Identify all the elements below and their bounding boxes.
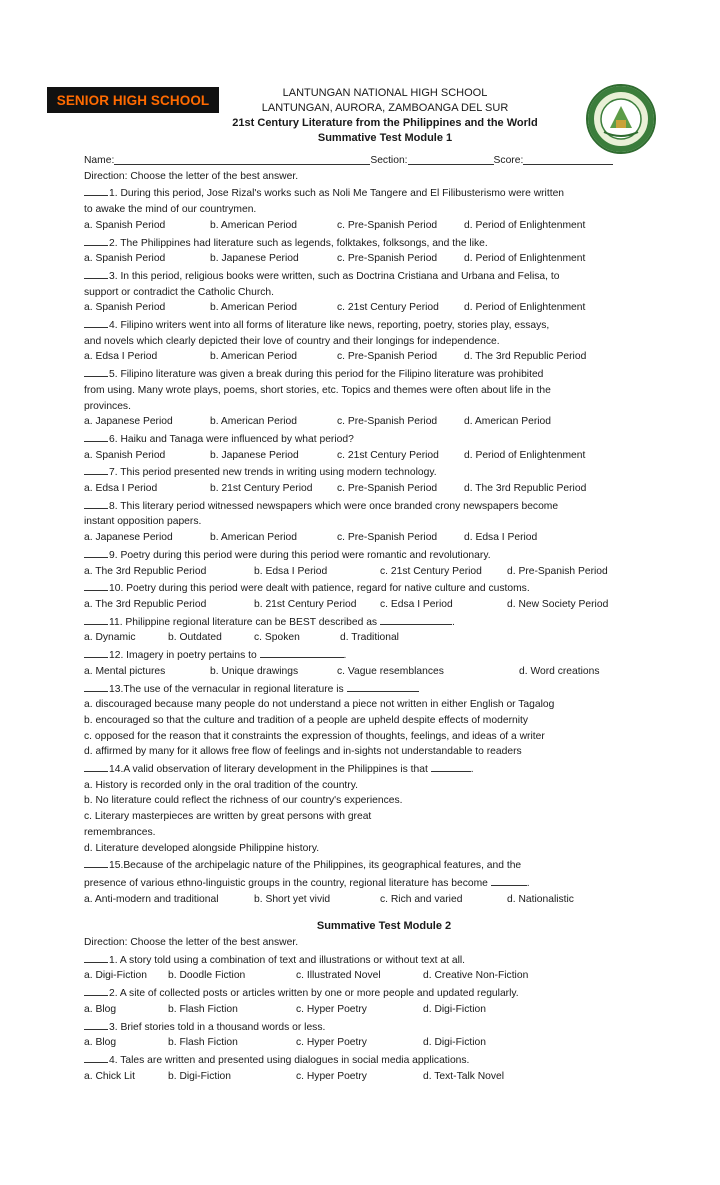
module-2-title: Summative Test Module 2 [316,920,452,933]
question-4 [84,316,684,334]
senior-high-school-badge: SENIOR HIGH SCHOOL [47,87,219,113]
choice-a: a. Spanish Period [84,253,166,265]
question-14 [84,760,684,778]
choice-b: b. Edsa I Period [254,565,328,577]
choices-row [84,300,684,316]
answer-blank[interactable] [84,1051,108,1063]
question-5 [84,365,684,383]
choice-c: c. Pre-Spanish Period [337,219,438,231]
choices-row [84,481,684,497]
choice-c: c. Pre-Spanish Period [337,483,438,495]
choice-a: a. The 3rd Republic Period [84,565,207,577]
answer-blank[interactable] [84,951,108,963]
question-3 [84,267,684,285]
question-text: 4. Tales are written and presented using dialogues in social media applications. [109,1054,470,1066]
question-13 [84,680,684,698]
score-label: Score: [493,155,524,166]
question-text: 10. Poetry during this period were dealt with patience, regard for native culture and customs. [109,583,530,595]
choice-c: c. Pre-Spanish Period [337,253,438,265]
choice-b: b. 21st Century Period [254,598,357,610]
choice-d: d. The 3rd Republic Period [464,483,587,495]
answer-blank[interactable] [84,984,108,996]
choice-b: b. Japanese Period [210,253,299,265]
choice-a: a. Dynamic [84,632,136,644]
fill-in-blank[interactable] [380,613,452,625]
answer-blank[interactable] [84,430,108,442]
question-text: 15.Because of the archipelagic nature of the Philippines, its geographical features, and the [109,860,522,872]
score-field[interactable] [523,153,613,165]
choice-d: d. New Society Period [507,598,609,610]
choices-row [84,1035,684,1051]
question-text: 11. Philippine regional literature can be BEST described as [109,616,378,628]
question-7 [84,463,684,481]
choice-a: a. Japanese Period [84,532,173,544]
test-body [84,153,684,1084]
student-info-row [84,153,684,169]
name-label: Name: [84,155,115,166]
question-text: 3. In this period, religious books were written, such as Doctrina Cristiana and Urbana and Felisa, to [109,270,560,282]
fill-in-blank[interactable] [491,874,527,886]
choice-d: d. Text-Talk Novel [423,1070,505,1082]
choice-c: c. Hyper Poetry [296,1037,367,1049]
choice-c: c. Literary masterpieces are written by great persons with great [84,811,372,823]
choices-row [84,1069,684,1085]
question-2 [84,234,684,252]
choices-row [84,968,684,984]
answer-blank[interactable] [84,184,108,196]
choice-d: d. affirmed by many for it allows free flow of feelings and in-sights not understandable to readers [84,746,522,758]
answer-blank[interactable] [84,316,108,328]
choice-b: b. Flash Fiction [168,1037,238,1049]
choices-row [84,1002,684,1018]
choice-c: c. Vague resemblances [337,665,444,677]
question-text-cont: instant opposition papers. [84,516,202,528]
choice-b: b. Flash Fiction [168,1003,238,1015]
answer-blank[interactable] [84,646,108,658]
choice-d: d. The 3rd Republic Period [464,351,587,363]
choices-row [84,630,684,646]
answer-blank[interactable] [84,497,108,509]
fill-in-blank[interactable] [347,680,419,692]
question-text: 5. Filipino literature was given a break during this period for the Filipino literature was prohibited [109,369,544,381]
choice-a: a. Edsa I Period [84,483,158,495]
choice-d: d. Digi-Fiction [423,1037,486,1049]
choice-b: b. Japanese Period [210,449,299,461]
choice-a: a. Japanese Period [84,416,173,428]
answer-blank[interactable] [84,234,108,246]
question-text: 2. The Philippines had literature such as legends, folktakes, folksongs, and the like. [109,237,488,249]
answer-blank[interactable] [84,267,108,279]
choice-d: d. Edsa I Period [464,532,538,544]
choice-d: d. Period of Enlightenment [464,253,586,265]
question-end: . [343,650,347,662]
question-text: 7. This period presented new trends in writing using modern technology. [109,467,437,479]
choice-d: d. Digi-Fiction [423,1003,486,1015]
answer-blank[interactable] [84,463,108,475]
choice-b: b. Doodle Fiction [168,970,246,982]
question-end: . [526,877,530,889]
choices-row [84,349,684,365]
question-text: 3. Brief stories told in a thousand words or less. [109,1021,326,1033]
choice-b: b. Digi-Fiction [168,1070,231,1082]
question-text: 2. A site of collected posts or articles written by one or more people and updated regularly. [109,988,519,1000]
choice-d: d. Period of Enlightenment [464,219,586,231]
choice-c: c. 21st Century Period [337,302,439,314]
answer-blank[interactable] [84,856,108,868]
choices-row [84,530,684,546]
answer-blank[interactable] [84,680,108,692]
m2-question-4 [84,1051,684,1069]
document-header [150,86,620,146]
fill-in-blank[interactable] [431,760,471,772]
question-text: 8. This literary period witnessed newspapers which were once branded crony newspapers become [109,500,559,512]
question-text: 1. During this period, Jose Rizal's works such as Noli Me Tangere and El Filibusterismo were written [109,188,565,200]
subject-title: 21st Century Literature from the Philippines and the World [232,117,538,129]
question-11 [84,613,684,631]
question-text-cont: and novels which clearly depicted their love of country and their longings for independence. [84,335,500,347]
choice-d: d. Word creations [519,665,600,677]
fill-in-blank[interactable] [260,646,344,658]
choices-row [84,892,684,908]
choices-row [84,218,684,234]
question-text: 1. A story told using a combination of text and illustrations or without text at all. [109,954,466,966]
answer-blank[interactable] [84,579,108,591]
choice-b: b. American Period [210,532,297,544]
question-9 [84,546,684,564]
question-end: . [451,616,455,628]
choice-b: b. No literature could reflect the richness of our country's experiences. [84,795,403,807]
choice-d: d. Literature developed alongside Philippine history. [84,842,320,854]
choices-row [84,448,684,464]
choice-c-cont: remembrances. [84,826,156,838]
question-text: 14.A valid observation of literary development in the Philippines is that [109,764,428,776]
choice-a: a. The 3rd Republic Period [84,598,207,610]
school-name: LANTUNGAN NATIONAL HIGH SCHOOL [282,87,488,99]
question-10 [84,579,684,597]
choices-row [84,597,684,613]
choices-row [84,664,684,680]
choice-c: c. Pre-Spanish Period [337,416,438,428]
section-label: Section: [370,155,408,166]
question-text: 4. Filipino writers went into all forms of literature like news, reporting, poetry, stories play, essays, [109,320,550,332]
choice-a: a. Blog [84,1003,117,1015]
choice-d: d. American Period [464,416,551,428]
choice-a: a. Mental pictures [84,665,166,677]
question-text: 6. Haiku and Tanaga were influenced by what period? [109,433,354,445]
choice-b: b. American Period [210,416,297,428]
question-text: 13.The use of the vernacular in regional literature is [109,683,344,695]
choice-a: a. Chick Lit [84,1070,135,1082]
choice-c: c. Illustrated Novel [296,970,381,982]
choice-a: a. Blog [84,1037,117,1049]
choice-d: d. Nationalistic [507,893,574,905]
answer-blank[interactable] [84,613,108,625]
choice-b: b. 21st Century Period [210,483,313,495]
choice-d: d. Period of Enlightenment [464,449,586,461]
test-title: Summative Test Module 1 [317,132,453,144]
m2-question-3 [84,1018,684,1036]
choice-a: a. Edsa I Period [84,351,158,363]
choice-a: a. Spanish Period [84,449,166,461]
choice-a: a. History is recorded only in the oral tradition of the country. [84,779,358,791]
choice-b: b. American Period [210,351,297,363]
choice-a: a. Anti-modern and traditional [84,893,219,905]
choice-b: b. Short yet vivid [254,893,331,905]
question-end: . [470,764,474,776]
choice-d: d. Period of Enlightenment [464,302,586,314]
question-text: 12. Imagery in poetry pertains to [109,650,257,662]
choice-c: c. 21st Century Period [380,565,482,577]
question-text: 9. Poetry during this period were during this period were romantic and revolutionary. [109,549,491,561]
question-text-cont: from using. Many wrote plays, poems, short stories, etc. Topics and themes were often about life in the [84,384,551,396]
choice-d: d. Creative Non-Fiction [423,970,529,982]
choice-c: c. Pre-Spanish Period [337,532,438,544]
question-6 [84,430,684,448]
choice-a: a. discouraged because many people do not understand a piece not written in either English or Tagalog [84,699,555,711]
answer-blank[interactable] [84,546,108,558]
choice-c: c. opposed for the reason that it constraints the expression of thoughts, feelings, and ideas of a writer [84,730,545,742]
school-address: LANTUNGAN, AURORA, ZAMBOANGA DEL SUR [261,102,509,114]
choice-b: b. American Period [210,302,297,314]
choice-d: d. Pre-Spanish Period [507,565,608,577]
question-12 [84,646,684,664]
choice-c: c. Rich and varied [380,893,463,905]
answer-blank[interactable] [84,760,108,772]
choice-b: b. Unique drawings [210,665,299,677]
question-1 [84,184,684,202]
choice-b: b. encouraged so that the culture and tradition of a people are upheld despite effects of modernity [84,714,529,726]
question-text-cont: support or contradict the Catholic Church. [84,286,275,298]
question-text: presence of various ethno-linguistic groups in the country, regional literature has become [84,877,488,889]
m2-question-2 [84,984,684,1002]
answer-blank[interactable] [84,365,108,377]
m2-question-1 [84,951,684,969]
choice-c: c. Hyper Poetry [296,1003,367,1015]
choice-c: c. Spoken [254,632,300,644]
choices-row [84,564,684,580]
question-15 [84,856,684,874]
question-text-cont: to awake the mind of our countrymen. [84,204,257,216]
name-field[interactable] [114,153,370,165]
choice-b: b. American Period [210,219,297,231]
choice-b: b. Outdated [168,632,222,644]
direction-text: Direction: Choose the letter of the best answer. [84,937,299,949]
direction-text: Direction: Choose the letter of the best answer. [84,170,299,182]
answer-blank[interactable] [84,1018,108,1030]
choice-a: a. Spanish Period [84,302,166,314]
choices-row [84,251,684,267]
choice-c: c. Edsa I Period [380,598,453,610]
choice-c: c. 21st Century Period [337,449,439,461]
choice-c: c. Pre-Spanish Period [337,351,438,363]
choice-c: c. Hyper Poetry [296,1070,367,1082]
question-text-cont [84,874,684,892]
question-8 [84,497,684,515]
section-field[interactable] [408,153,494,165]
choice-a: a. Digi-Fiction [84,970,147,982]
section-gap [84,907,684,919]
choice-a: a. Spanish Period [84,219,166,231]
question-text-cont: provinces. [84,400,131,412]
choice-d: d. Traditional [340,632,399,644]
choices-row [84,414,684,430]
